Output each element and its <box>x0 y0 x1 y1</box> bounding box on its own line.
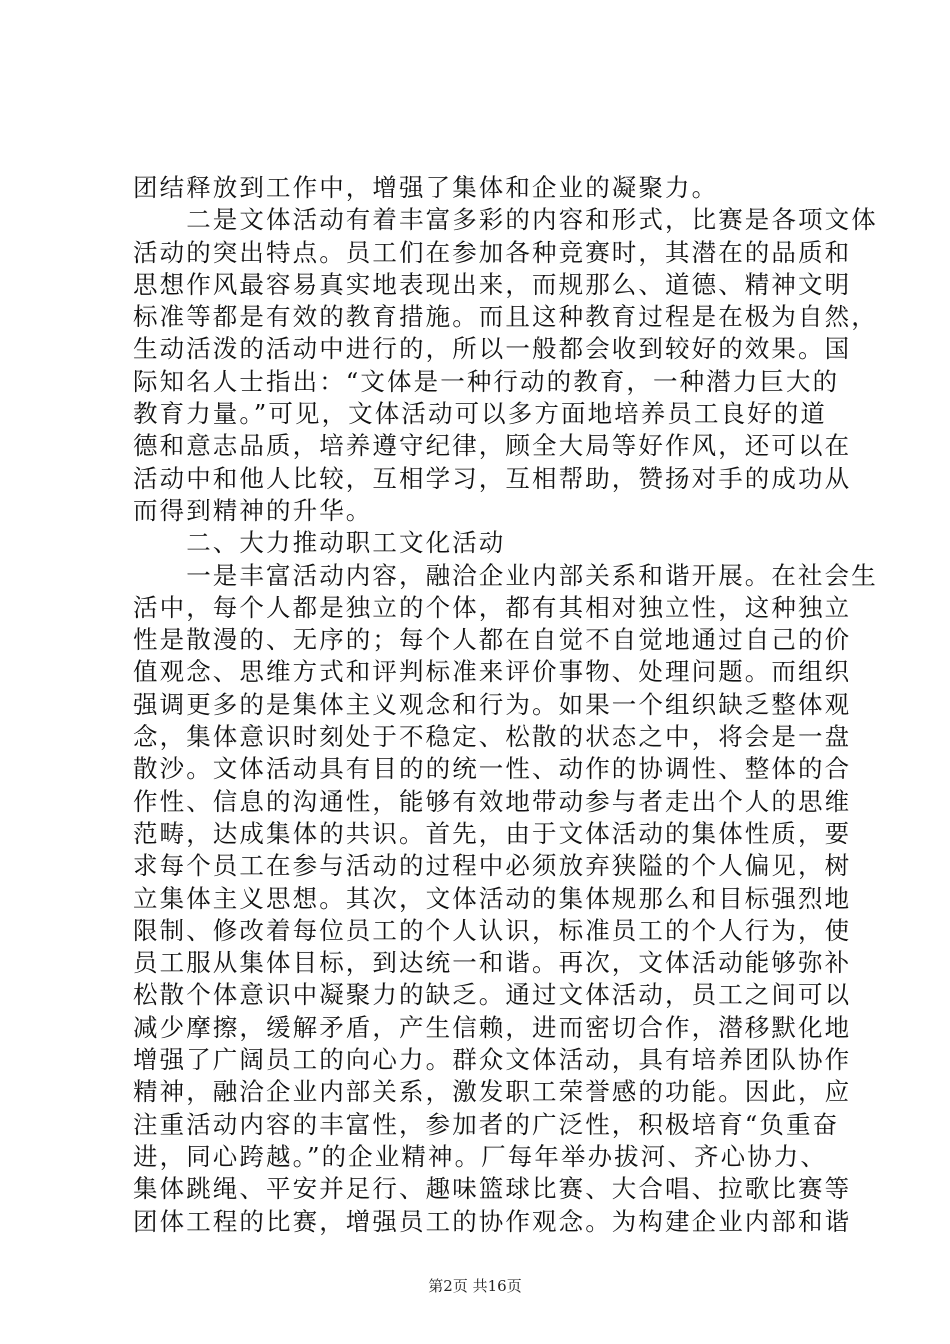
text-line: 散沙。文体活动具有目的的统一性、动作的协调性、整体的合 <box>133 754 852 784</box>
text-line: 活动的突出特点。员工们在参加各种竞赛时，其潜在的品质和 <box>133 237 852 267</box>
text-line: 一是丰富活动内容，融洽企业内部关系和谐开展。在社会生 <box>133 560 878 590</box>
text-line: 范畴，达成集体的共识。首先，由于文体活动的集体性质，要 <box>133 818 852 848</box>
text-line: 值观念、思维方式和评判标准来评价事物、处理问题。而组织 <box>133 657 852 687</box>
body-text <box>133 172 878 1238</box>
text-line: 思想作风最容易真实地表现出来，而规那么、道德、精神文明 <box>133 269 852 299</box>
text-line: 强调更多的是集体主义观念和行为。如果一个组织缺乏整体观 <box>133 689 852 719</box>
text-line: 二是文体活动有着丰富多彩的内容和形式，比赛是各项文体 <box>133 205 878 235</box>
text-line: 集体跳绳、平安并足行、趣味篮球比赛、大合唱、拉歌比赛等 <box>133 1174 852 1204</box>
text-line: 标准等都是有效的教育措施。而且这种教育过程是在极为自然， <box>133 302 878 332</box>
text-line: 限制、修改着每位员工的个人认识，标准员工的个人行为，使 <box>133 915 852 945</box>
text-line: 生动活泼的活动中进行的，所以一般都会收到较好的效果。国 <box>133 334 852 364</box>
text-line: 而得到精神的升华。 <box>133 495 373 525</box>
text-line: 求每个员工在参与活动的过程中必须放弃狭隘的个人偏见，树 <box>133 851 852 881</box>
text-line: 性是散漫的、无序的；每个人都在自觉不自觉地通过自己的价 <box>133 625 852 655</box>
text-line: 念，集体意识时刻处于不稳定、松散的状态之中，将会是一盘 <box>133 722 852 752</box>
text-line: 活动中和他人比较，互相学习，互相帮助，赞扬对手的成功从 <box>133 463 852 493</box>
text-line: 德和意志品质，培养遵守纪律，顾全大局等好作风，还可以在 <box>133 431 852 461</box>
text-line: 精神，融洽企业内部关系，激发职工荣誉感的功能。因此，应 <box>133 1077 852 1107</box>
text-line: 进，同心跨越。”的企业精神。厂每年举办拔河、齐心协力、 <box>133 1141 827 1171</box>
text-line: 团结释放到工作中，增强了集体和企业的凝聚力。 <box>133 173 719 202</box>
text-line: 教育力量。”可见，文体活动可以多方面地培养员工良好的道 <box>133 399 827 429</box>
text-line: 松散个体意识中凝聚力的缺乏。通过文体活动，员工之间可以 <box>133 980 852 1010</box>
text-line: 际知名人士指出：“文体是一种行动的教育，一种潜力巨大的 <box>133 366 840 396</box>
text-line: 活中，每个人都是独立的个体，都有其相对独立性，这种独立 <box>133 592 852 622</box>
text-line: 作性、信息的沟通性，能够有效地带动参与者走出个人的思维 <box>133 786 852 816</box>
text-line: 注重活动内容的丰富性，参加者的广泛性，积极培育“负重奋 <box>133 1109 840 1139</box>
text-line: 减少摩擦，缓解矛盾，产生信赖，进而密切合作，潜移默化地 <box>133 1012 852 1042</box>
page-number-footer: 第2页 共16页 <box>428 1277 522 1295</box>
text-line: 立集体主义思想。其次，文体活动的集体规那么和目标强烈地 <box>133 883 852 913</box>
text-line: 二、大力推动职工文化活动 <box>133 528 506 558</box>
text-line: 团体工程的比赛，增强员工的协作观念。为构建企业内部和谐 <box>133 1206 852 1236</box>
text-line: 增强了广阔员工的向心力。群众文体活动，具有培养团队协作 <box>133 1045 852 1075</box>
text-line: 员工服从集体目标，到达统一和谐。再次，文体活动能够弥补 <box>133 948 852 978</box>
